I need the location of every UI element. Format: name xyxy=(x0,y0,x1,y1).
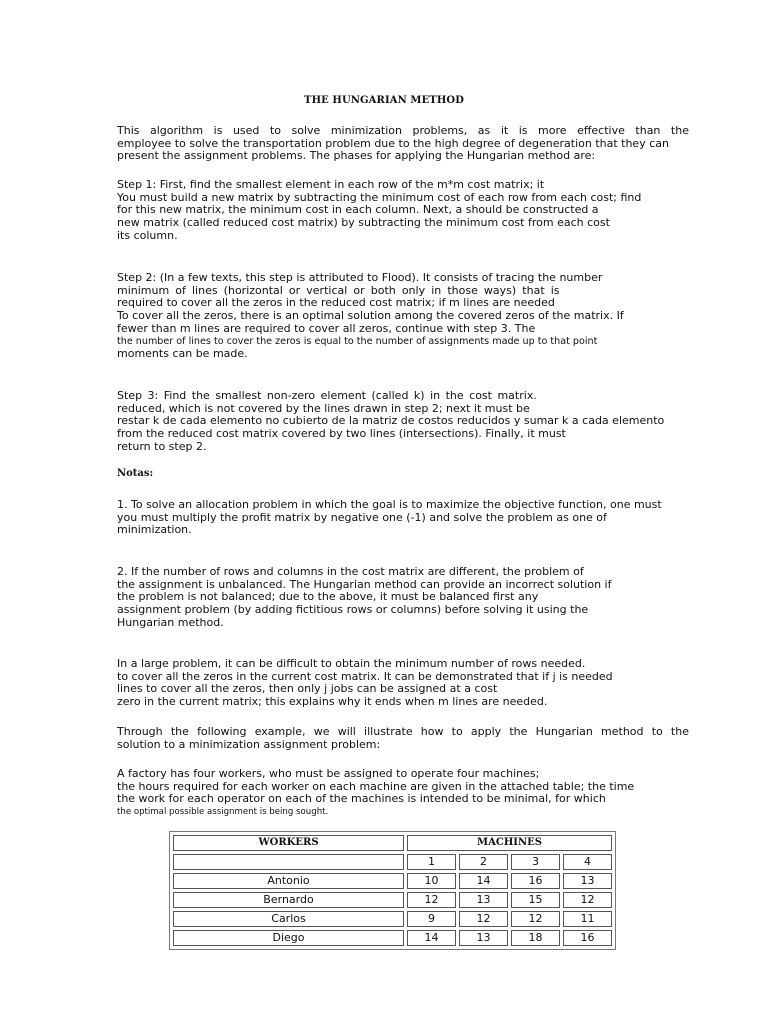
machine-number: 1 xyxy=(407,854,456,870)
document-title: THE HUNGARIAN METHOD xyxy=(304,95,464,106)
text-line: for this new matrix, the minimum cost in each column. Next, a should be constructed a xyxy=(117,203,599,217)
table-row xyxy=(173,930,612,946)
cost-cell: 16 xyxy=(563,930,612,946)
text-line: Through the following example, we will illustrate how to apply the Hungarian method to the xyxy=(117,725,689,738)
text-line: return to step 2. xyxy=(117,439,207,453)
intro-paragraph xyxy=(117,125,689,163)
table-row xyxy=(173,892,612,908)
cost-cell: 12 xyxy=(511,911,560,927)
text-line: Hungarian method. xyxy=(117,615,224,629)
text-line: employee to solve the transportation problem due to the high degree of degeneration that they can xyxy=(117,136,669,150)
table-row xyxy=(173,873,612,889)
text-line: required to cover all the zeros in the reduced cost matrix; if m lines are needed xyxy=(117,296,555,310)
text-line: you must multiply the profit matrix by negative one (-1) and solve the problem as one of xyxy=(117,510,607,524)
machine-number: 4 xyxy=(563,854,612,870)
cost-cell: 13 xyxy=(459,892,508,908)
text-line: This algorithm is used to solve minimization problems, as it is more effective than the xyxy=(117,124,689,137)
cost-cell: 12 xyxy=(407,892,456,908)
text-line: Step 3: Find the smallest non-zero element (called k) in the cost matrix. xyxy=(117,389,537,402)
cost-cell: 18 xyxy=(511,930,560,946)
text-line: moments can be made. xyxy=(117,347,248,361)
text-line: minimum of lines (horizontal or vertical or both only in those ways) that is xyxy=(117,283,560,297)
cost-cell: 14 xyxy=(407,930,456,946)
table-header-row xyxy=(173,835,612,851)
text-line: Step 2: (In a few texts, this step is attributed to Flood). It consists of tracing the number xyxy=(117,271,603,284)
machine-number: 2 xyxy=(459,854,508,870)
cost-cell: 14 xyxy=(459,873,508,889)
cost-cell: 12 xyxy=(563,892,612,908)
worker-name: Diego xyxy=(173,930,404,946)
machine-number-row xyxy=(173,854,612,870)
text-line: to cover all the zeros in the current cost matrix. It can be demonstrated that if j is needed xyxy=(117,669,613,683)
worker-name: Carlos xyxy=(173,911,404,927)
text-line: fewer than m lines are required to cover all zeros, continue with step 3. The xyxy=(117,321,536,335)
text-line: assignment problem (by adding fictitious rows or columns) before solving it using the xyxy=(117,603,589,617)
text-line: To cover all the zeros, there is an optimal solution among the covered zeros of the matrix. If xyxy=(117,309,624,323)
text-line: the hours required for each worker on each machine are given in the attached table; the time xyxy=(117,779,635,793)
empty-cell xyxy=(173,854,404,870)
cost-cell: 13 xyxy=(563,873,612,889)
text-line: the assignment is unbalanced. The Hungarian method can provide an incorrect solution if xyxy=(117,577,612,591)
step1-paragraph xyxy=(117,179,689,243)
text-line: In a large problem, it can be difficult to obtain the minimum number of rows needed. xyxy=(117,657,586,670)
large-problem-paragraph xyxy=(117,658,689,709)
cost-cell: 15 xyxy=(511,892,560,908)
table-row xyxy=(173,911,612,927)
text-line: 2. If the number of rows and columns in the cost matrix are different, the problem of xyxy=(117,565,584,578)
cost-cell: 10 xyxy=(407,873,456,889)
text-line: the problem is not balanced; due to the above, it must be balanced first any xyxy=(117,590,539,604)
machine-number: 3 xyxy=(511,854,560,870)
cost-cell: 16 xyxy=(511,873,560,889)
machines-header: MACHINES xyxy=(407,835,612,851)
notes-label: Notas: xyxy=(117,468,154,479)
worker-name: Bernardo xyxy=(173,892,404,908)
text-line: its column. xyxy=(117,228,178,242)
text-line: minimization. xyxy=(117,523,192,537)
text-line: zero in the current matrix; this explains why it ends when m lines are needed. xyxy=(117,695,548,709)
cost-cell: 12 xyxy=(459,911,508,927)
text-line: You must build a new matrix by subtracting the minimum cost of each row from each cost; find xyxy=(117,190,642,204)
text-line: lines to cover all the zeros, then only j jobs can be assigned at a cost xyxy=(117,682,498,696)
note1-paragraph xyxy=(117,499,689,537)
text-line: reduced, which is not covered by the lines drawn in step 2; next it must be xyxy=(117,401,530,415)
factory-paragraph xyxy=(117,768,689,819)
step3-paragraph xyxy=(117,390,689,454)
step2-paragraph xyxy=(117,272,689,361)
text-line: the work for each operator on each of the machines is intended to be minimal, for which xyxy=(117,792,606,806)
text-line: Step 1: First, find the smallest element in each row of the m*m cost matrix; it xyxy=(117,178,545,191)
text-line: 1. To solve an allocation problem in which the goal is to maximize the objective function, one must xyxy=(117,498,662,511)
text-line: the number of lines to cover the zeros is equal to the number of assignments made up to that point xyxy=(117,335,598,347)
text-line: solution to a minimization assignment problem: xyxy=(117,737,381,751)
workers-header: WORKERS xyxy=(173,835,404,851)
cost-cell: 9 xyxy=(407,911,456,927)
text-line: new matrix (called reduced cost matrix) by subtracting the minimum cost from each cost xyxy=(117,216,610,230)
text-line: from the reduced cost matrix covered by two lines (intersections). Finally, it must xyxy=(117,427,566,441)
worker-name: Antonio xyxy=(173,873,404,889)
example-paragraph xyxy=(117,726,689,751)
cost-table xyxy=(169,831,616,950)
text-line: present the assignment problems. The phases for applying the Hungarian method are: xyxy=(117,149,596,163)
note2-paragraph xyxy=(117,566,689,630)
text-line: A factory has four workers, who must be assigned to operate four machines; xyxy=(117,767,540,780)
cost-cell: 11 xyxy=(563,911,612,927)
text-line: the optimal possible assignment is being sought. xyxy=(117,807,329,818)
text-line: restar k de cada elemento no cubierto de la matriz de costos reducidos y sumar k a cada elemento xyxy=(117,414,665,428)
cost-cell: 13 xyxy=(459,930,508,946)
